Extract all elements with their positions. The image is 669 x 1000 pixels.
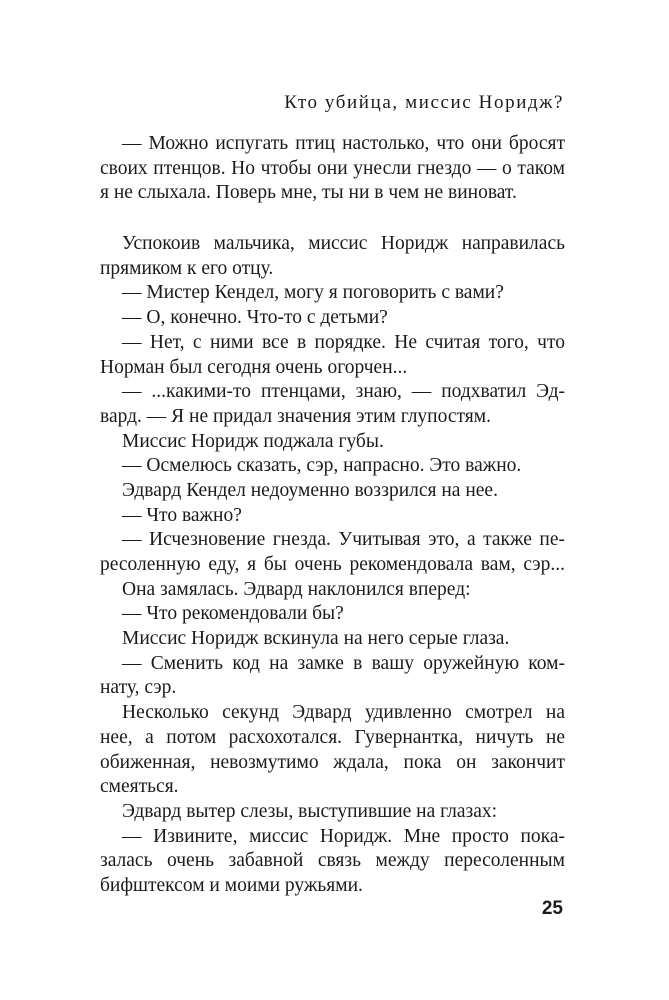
running-title: Кто убийца, миссис Норидж?: [284, 92, 564, 113]
text-line: Эдвард вытер слезы, выступившие на глазах:: [122, 800, 498, 822]
text-line: нее, а потом расхохотался. Гувернантка, ничуть не: [100, 726, 565, 748]
text-line: Эдвард Кендел недоуменно воззрился на нее.: [122, 479, 498, 501]
text-line: нату, сэр.: [100, 677, 177, 699]
text-line: Миссис Норидж вскинула на него серые глаза.: [122, 628, 510, 650]
text-line: Успокоив мальчика, миссис Норидж направилась: [122, 233, 565, 255]
text-line: Норман был сегодня очень огорчен...: [100, 356, 408, 378]
body-text: [100, 132, 565, 899]
section-break: [100, 206, 565, 232]
text-line: — Что рекомендовали бы?: [122, 603, 344, 625]
text-line: Миссис Норидж поджала губы.: [122, 430, 384, 452]
text-line: бифштексом и моими ружьями.: [100, 874, 363, 896]
text-line: — Извините, миссис Норидж. Мне просто пока-: [122, 825, 565, 847]
text-line: залась очень забавной связь между пересоленным: [100, 850, 565, 872]
text-line: — ...какими-то птенцами, знаю, — подхватил Эд-: [122, 381, 565, 403]
text-line: — Можно испугать птиц настолько, что они бросят: [122, 133, 565, 154]
page-number: 25: [541, 898, 563, 919]
text-line: — Исчезновение гнезда. Учитывая это, а также пе-: [122, 529, 565, 551]
text-line: — О, конечно. Что-то с детьми?: [122, 307, 388, 329]
text-line: Несколько секунд Эдвард удивленно смотрел на: [122, 702, 565, 724]
text-line: — Нет, с ними все в порядке. Не считая того, что: [122, 331, 565, 353]
text-line: — Сменить код на замке в вашу оружейную ком-: [122, 652, 565, 674]
text-line: прямиком к его отцу.: [100, 257, 274, 279]
text-line: ресоленную еду, я бы очень рекомендовала вам, сэр...: [100, 554, 565, 575]
text-line: — Мистер Кендел, могу я поговорить с вами?: [122, 282, 504, 304]
text-line: обиженная, невозмутимо ждала, пока он закончит: [100, 751, 565, 773]
text-line: своих птенцов. Но чтобы они унесли гнездо — о таком: [100, 157, 565, 179]
text-line: вард. — Я не придал значения этим глупостям.: [100, 405, 491, 427]
text-line: — Осмелюсь сказать, сэр, напрасно. Это важно.: [122, 455, 522, 477]
text-line: — Что важно?: [122, 504, 242, 526]
text-line: я не слыхала. Поверь мне, ты ни в чем не виноват.: [100, 182, 517, 204]
text-line: Она замялась. Эдвард наклонился вперед:: [122, 578, 471, 600]
text-line: смеяться.: [100, 776, 179, 798]
